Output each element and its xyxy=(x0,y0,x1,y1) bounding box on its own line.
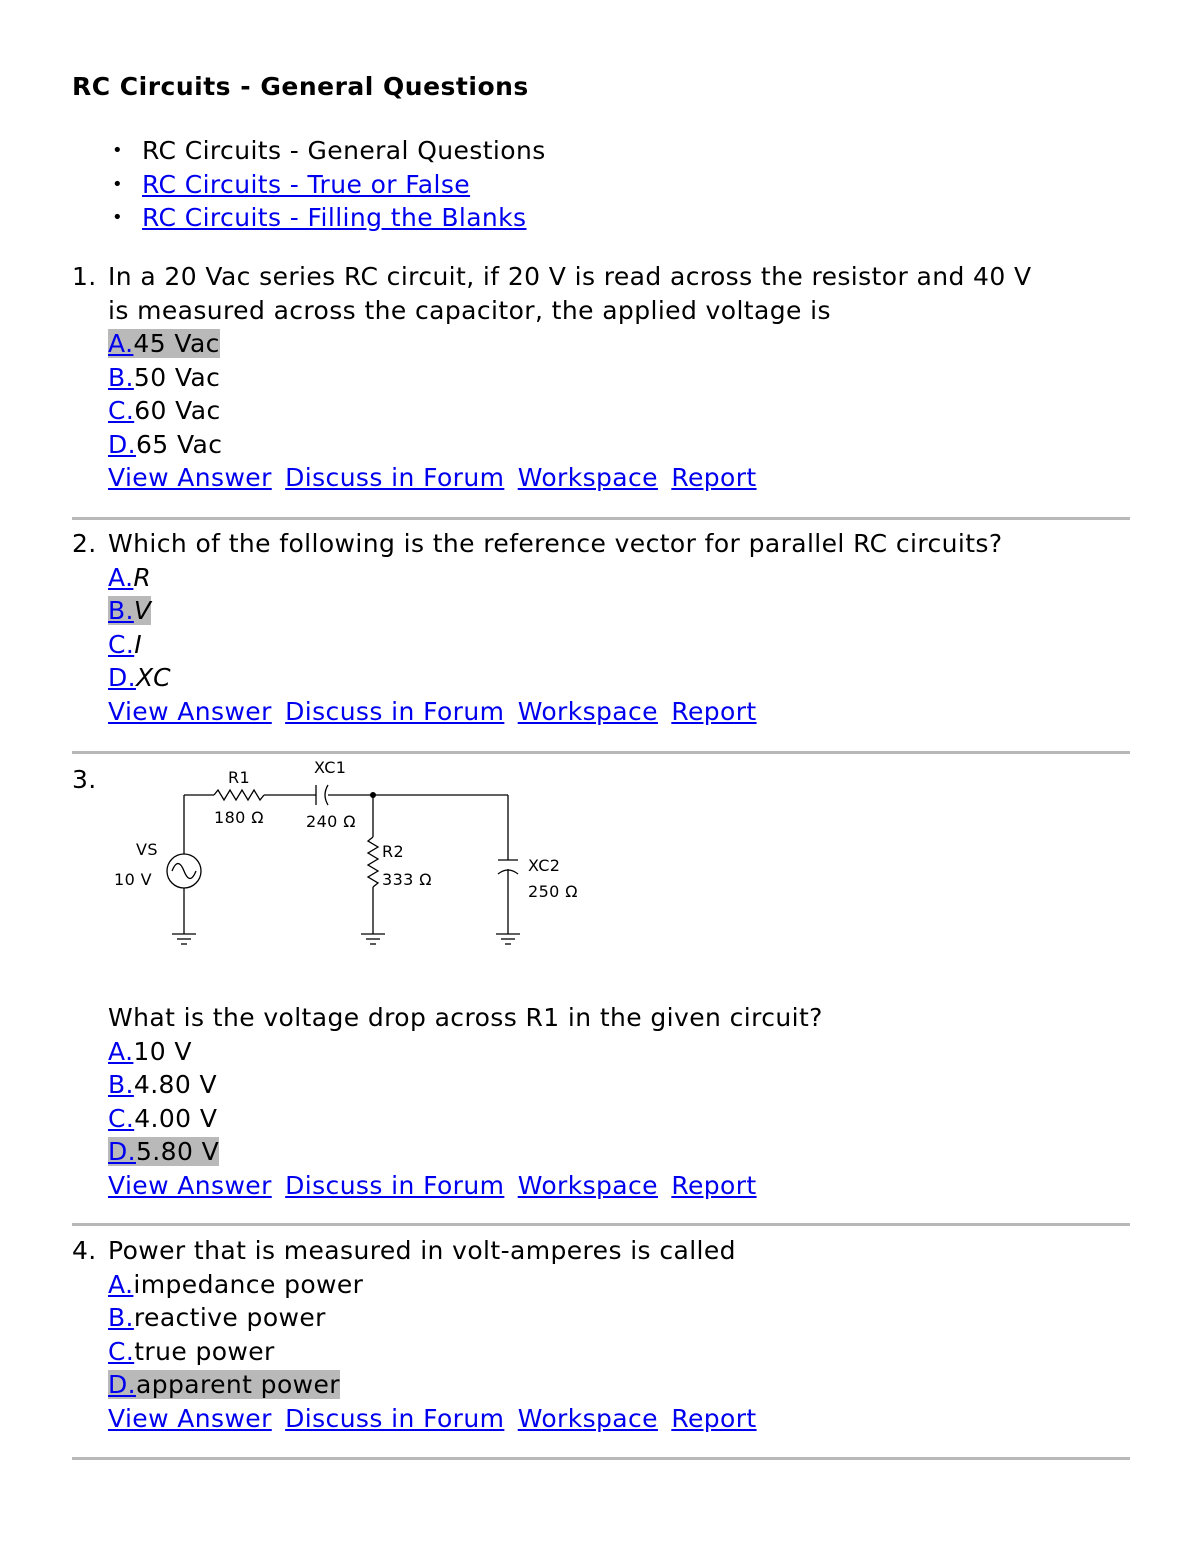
xc1-value: 240 Ω xyxy=(306,812,356,831)
view-answer-link[interactable]: View Answer xyxy=(108,1170,272,1200)
r1-label: R1 xyxy=(228,768,251,787)
option-c-text: true power xyxy=(134,1336,275,1366)
option-a-link[interactable]: A. xyxy=(108,562,134,592)
option-d xyxy=(108,428,1132,462)
page-title: RC Circuits - General Questions xyxy=(72,72,529,101)
option-d xyxy=(108,1368,1132,1402)
r2-value: 333 Ω xyxy=(382,870,432,889)
option-c xyxy=(108,628,1132,662)
option-b xyxy=(108,361,1132,395)
discuss-forum-link[interactable]: Discuss in Forum xyxy=(285,1403,505,1433)
view-answer-link[interactable]: View Answer xyxy=(108,1403,272,1433)
question-text-line-1: What is the voltage drop across R1 in the given circuit? xyxy=(108,1003,823,1032)
option-c xyxy=(108,1335,1132,1369)
option-d-text: 65 Vac xyxy=(136,429,223,459)
option-d xyxy=(108,1135,1132,1169)
option-b xyxy=(108,1301,1132,1335)
r2-label: R2 xyxy=(382,842,405,861)
option-d-text: 5.80 V xyxy=(136,1137,220,1166)
workspace-link[interactable]: Workspace xyxy=(517,1170,658,1200)
option-b-text: 50 Vac xyxy=(133,362,221,392)
option-b-link[interactable]: B. xyxy=(108,362,134,392)
question-2 xyxy=(72,527,1132,728)
option-a xyxy=(108,327,1132,361)
option-b-link[interactable]: B. xyxy=(108,1070,134,1099)
question-3 xyxy=(72,758,1132,1202)
divider xyxy=(72,1457,1130,1460)
option-c-link[interactable]: C. xyxy=(108,1336,135,1366)
question-1 xyxy=(72,260,1132,495)
divider xyxy=(72,1223,1130,1226)
discuss-forum-link[interactable]: Discuss in Forum xyxy=(285,696,505,726)
topic-link-true-false[interactable]: RC Circuits - True or False xyxy=(142,169,471,199)
question-actions xyxy=(108,695,1132,729)
option-b-text: reactive power xyxy=(133,1303,326,1332)
option-a-link[interactable]: A. xyxy=(108,1269,134,1299)
r1-value: 180 Ω xyxy=(214,808,264,827)
question-text-line-2: is measured across the capacitor, the applied voltage is xyxy=(108,295,831,325)
question-text-line-1: Power that is measured in volt-amperes is called xyxy=(108,1236,736,1265)
discuss-forum-link[interactable]: Discuss in Forum xyxy=(285,1170,505,1200)
option-c-text: 4.00 V xyxy=(134,1103,218,1133)
topic-item-general: • RC Circuits - General Questions xyxy=(72,134,546,168)
workspace-link[interactable]: Workspace xyxy=(517,696,658,726)
divider xyxy=(72,517,1130,520)
option-c xyxy=(108,1102,1132,1136)
option-d-link[interactable]: D. xyxy=(108,1370,136,1399)
report-link[interactable]: Report xyxy=(671,1403,757,1433)
option-d-link[interactable]: D. xyxy=(108,663,136,692)
option-a-text: 45 Vac xyxy=(133,329,220,358)
question-4 xyxy=(72,1234,1132,1435)
circuit-diagram xyxy=(110,757,670,997)
question-actions xyxy=(108,461,1132,495)
option-b xyxy=(108,594,1132,628)
option-a xyxy=(108,1035,1132,1069)
option-a xyxy=(108,1268,1132,1302)
view-answer-link[interactable]: View Answer xyxy=(108,463,272,492)
workspace-link[interactable]: Workspace xyxy=(517,1403,658,1433)
vs-label: VS xyxy=(136,840,158,859)
option-b-link[interactable]: B. xyxy=(108,596,134,625)
option-c-link[interactable]: C. xyxy=(108,629,135,659)
option-b-text: 4.80 V xyxy=(133,1070,218,1099)
option-d-text: apparent power xyxy=(136,1370,340,1399)
xc1-label: XC1 xyxy=(314,758,347,777)
vs-value: 10 V xyxy=(114,870,152,889)
option-a-link[interactable]: A. xyxy=(108,329,134,358)
discuss-forum-link[interactable]: Discuss in Forum xyxy=(285,463,505,492)
option-d-link[interactable]: D. xyxy=(108,429,136,459)
report-link[interactable]: Report xyxy=(671,463,757,492)
xc2-value: 250 Ω xyxy=(528,882,578,901)
option-c-text: 60 Vac xyxy=(134,396,221,425)
option-a-text: R xyxy=(133,562,152,592)
option-a-link[interactable]: A. xyxy=(108,1036,134,1066)
option-a-text: impedance power xyxy=(133,1269,364,1299)
question-text: Which of the following is the reference vector for parallel RC circuits? xyxy=(108,529,1003,558)
option-c xyxy=(108,394,1132,428)
topic-item-filling-blanks xyxy=(72,201,546,235)
question-number: 4. xyxy=(72,1236,97,1265)
option-a-text: 10 V xyxy=(133,1036,192,1066)
option-b xyxy=(108,1068,1132,1102)
option-a xyxy=(108,561,1132,595)
question-number: 1. xyxy=(72,262,97,291)
xc2-label: XC2 xyxy=(528,856,561,875)
topic-list xyxy=(72,134,546,235)
workspace-link[interactable]: Workspace xyxy=(517,463,658,492)
divider xyxy=(72,751,1130,754)
view-answer-link[interactable]: View Answer xyxy=(108,696,272,726)
topic-link-filling-blanks[interactable]: RC Circuits - Filling the Blanks xyxy=(142,203,527,232)
question-text-line-1 xyxy=(108,527,1132,561)
option-c-link[interactable]: C. xyxy=(108,1103,135,1133)
question-actions xyxy=(108,1169,1132,1203)
option-b-link[interactable]: B. xyxy=(108,1303,134,1332)
option-c-text: I xyxy=(134,629,142,659)
option-d-text: XC xyxy=(136,663,171,692)
question-number: 3. xyxy=(72,765,97,794)
topic-item-true-false xyxy=(72,168,546,202)
option-b-text: V xyxy=(133,596,152,625)
report-link[interactable]: Report xyxy=(671,696,757,726)
option-d xyxy=(108,661,1132,695)
option-d-link[interactable]: D. xyxy=(108,1137,136,1166)
question-number: 2. xyxy=(72,529,97,558)
report-link[interactable]: Report xyxy=(671,1170,757,1200)
question-actions xyxy=(108,1402,1132,1436)
question-text-line-1: In a 20 Vac series RC circuit, if 20 V is read across the resistor and 40 V xyxy=(108,262,1032,291)
option-c-link[interactable]: C. xyxy=(108,396,135,425)
